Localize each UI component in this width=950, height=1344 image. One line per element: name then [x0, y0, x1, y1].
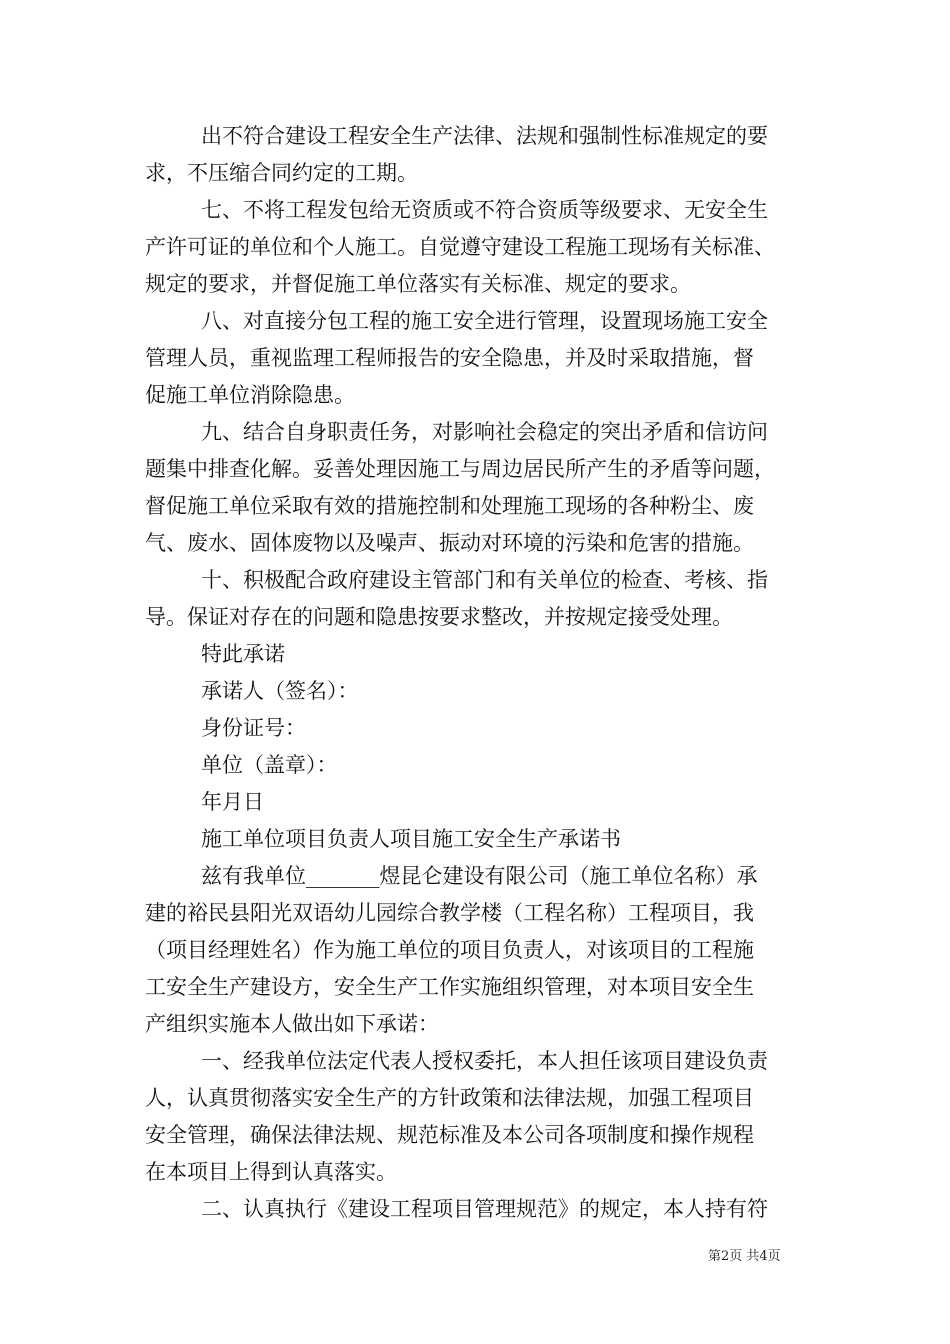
- paragraph: [145, 1043, 825, 1191]
- text-line: 导。保证对存在的问题和隐患按要求整改，并按规定接受处理。: [145, 605, 733, 629]
- signer-signature-line: 承诺人（签名）：: [201, 679, 359, 703]
- document-page: [145, 118, 825, 1228]
- paragraph: [145, 1191, 825, 1228]
- text-line: 产许可证的单位和个人施工。自觉遵守建设工程施工现场有关标准、: [145, 235, 775, 259]
- text-line: 建的裕民县阳光双语幼儿园综合教学楼（工程名称）工程项目，我: [145, 901, 754, 925]
- text-line: 安全管理，确保法律法规、规范标准及本公司各项制度和操作规程: [145, 1123, 754, 1147]
- text-line: 题集中排查化解。妥善处理因施工与周边居民所产生的矛盾等问题，: [145, 457, 775, 481]
- paragraph: [145, 192, 825, 303]
- unit-seal-line: 单位（盖章）：: [201, 753, 338, 777]
- text-line: 督促施工单位采取有效的措施控制和处理施工现场的各种粉尘、废: [145, 494, 754, 518]
- section-title: 施工单位项目负责人项目施工安全生产承诺书: [201, 827, 621, 851]
- paragraph: [145, 858, 825, 1043]
- text-line: 管理人员，重视监理工程师报告的安全隐患，并及时采取措施，督: [145, 346, 754, 370]
- text-line: 人，认真贯彻落实安全生产的方针政策和法律法规，加强工程项目: [145, 1086, 754, 1110]
- paragraph: [145, 303, 825, 414]
- text-line: 产组织实施本人做出如下承诺：: [145, 1012, 439, 1036]
- text-line: 促施工单位消除隐患。: [145, 383, 355, 407]
- text-line: 十、积极配合政府建设主管部门和有关单位的检查、考核、指: [201, 568, 768, 592]
- text-line: 在本项目上得到认真落实。: [145, 1160, 397, 1184]
- text-line: 二、认真执行《建设工程项目管理规范》的规定，本人持有符: [201, 1197, 768, 1221]
- text-line: 七、不将工程发包给无资质或不符合资质等级要求、无安全生: [201, 198, 768, 222]
- text-line: 九、结合自身职责任务，对影响社会稳定的突出矛盾和信访问: [201, 420, 768, 444]
- paragraph: [145, 414, 825, 562]
- closing-block: [145, 636, 825, 858]
- text-line: 规定的要求，并督促施工单位落实有关标准、规定的要求。: [145, 272, 691, 296]
- text-line: 工安全生产建设方，安全生产工作实施组织管理，对本项目安全生: [145, 975, 754, 999]
- closing-statement: 特此承诺: [201, 642, 285, 666]
- text-line: 求，不压缩合同约定的工期。: [145, 161, 418, 185]
- page-number-footer: 第2页 共4页: [708, 1249, 781, 1264]
- text-line: 八、对直接分包工程的施工安全进行管理，设置现场施工安全: [201, 309, 768, 333]
- text-line: 兹有我单位_______煜昆仑建设有限公司（施工单位名称）承: [201, 864, 758, 888]
- text-line: 一、经我单位法定代表人授权委托，本人担任该项目建设负责: [201, 1049, 768, 1073]
- paragraph: [145, 562, 825, 636]
- date-line: 年月日: [201, 790, 264, 814]
- text-line: 出不符合建设工程安全生产法律、法规和强制性标准规定的要: [201, 124, 768, 148]
- id-number-line: 身份证号：: [201, 716, 306, 740]
- text-line: 气、废水、固体废物以及噪声、振动对环境的污染和危害的措施。: [145, 531, 754, 555]
- paragraph: [145, 118, 825, 192]
- text-line: （项目经理姓名）作为施工单位的项目负责人，对该项目的工程施: [145, 938, 754, 962]
